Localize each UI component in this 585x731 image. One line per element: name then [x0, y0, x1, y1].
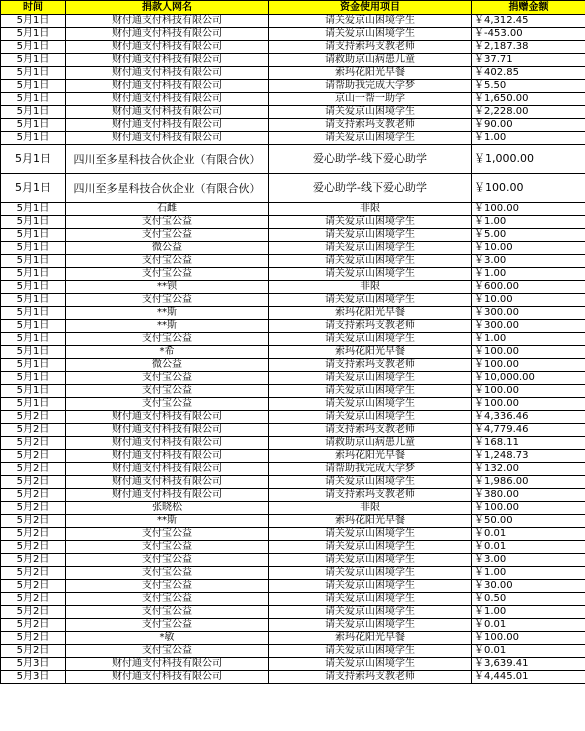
- cell-date: 5月1日: [1, 333, 66, 346]
- table-row: [1, 15, 585, 28]
- cell-date: 5月1日: [1, 54, 66, 67]
- cell-donor: 支付宝公益: [66, 333, 269, 346]
- cell-amount: ￥10,000.00: [472, 372, 585, 385]
- cell-amount: ￥1,000.00: [472, 145, 585, 174]
- cell-date: 5月1日: [1, 216, 66, 229]
- cell-date: 5月2日: [1, 632, 66, 645]
- table-row: [1, 132, 585, 145]
- table-row: [1, 437, 585, 450]
- table-row: [1, 541, 585, 554]
- cell-amount: ￥100.00: [472, 502, 585, 515]
- cell-amount: ￥50.00: [472, 515, 585, 528]
- table-row: [1, 216, 585, 229]
- cell-amount: ￥100.00: [472, 632, 585, 645]
- cell-amount: ￥2,187.38: [472, 41, 585, 54]
- cell-amount: ￥5.00: [472, 229, 585, 242]
- table-row: [1, 567, 585, 580]
- cell-project: 请关爱京山困境学生: [269, 242, 472, 255]
- table-row: [1, 580, 585, 593]
- cell-project: 请关爱京山困境学生: [269, 541, 472, 554]
- cell-donor: 支付宝公益: [66, 567, 269, 580]
- table-row: [1, 528, 585, 541]
- header-date: 时间: [1, 1, 66, 15]
- cell-donor: 微公益: [66, 359, 269, 372]
- cell-project: 请关爱京山困境学生: [269, 398, 472, 411]
- cell-project: 请关爱京山困境学生: [269, 106, 472, 119]
- cell-project: 请关爱京山困境学生: [269, 216, 472, 229]
- cell-project: 请关爱京山困境学生: [269, 255, 472, 268]
- header-project: 资金使用项目: [269, 1, 472, 15]
- table-row: [1, 174, 585, 203]
- cell-project: 请关爱京山困境学生: [269, 411, 472, 424]
- cell-project: 请支持索玛支教老师: [269, 359, 472, 372]
- cell-date: 5月1日: [1, 346, 66, 359]
- cell-date: 5月3日: [1, 658, 66, 671]
- cell-donor: 支付宝公益: [66, 229, 269, 242]
- cell-project: 请关爱京山困境学生: [269, 294, 472, 307]
- cell-project: 请支持索玛支教老师: [269, 671, 472, 684]
- cell-amount: ￥10.00: [472, 294, 585, 307]
- cell-amount: ￥0.01: [472, 541, 585, 554]
- cell-donor: 张晓松: [66, 502, 269, 515]
- cell-date: 5月2日: [1, 424, 66, 437]
- cell-project: 请支持索玛支教老师: [269, 320, 472, 333]
- table-row: [1, 41, 585, 54]
- cell-donor: 财付通支付科技有限公司: [66, 424, 269, 437]
- cell-date: 5月2日: [1, 463, 66, 476]
- cell-project: 请关爱京山困境学生: [269, 593, 472, 606]
- cell-amount: ￥600.00: [472, 281, 585, 294]
- table-row: [1, 632, 585, 645]
- cell-amount: ￥1.00: [472, 268, 585, 281]
- cell-donor: 支付宝公益: [66, 398, 269, 411]
- cell-date: 5月2日: [1, 554, 66, 567]
- cell-amount: ￥1.00: [472, 333, 585, 346]
- cell-amount: ￥4,779.46: [472, 424, 585, 437]
- cell-donor: 财付通支付科技有限公司: [66, 658, 269, 671]
- cell-project: 请支持索玛支教老师: [269, 119, 472, 132]
- cell-date: 5月2日: [1, 619, 66, 632]
- cell-amount: ￥300.00: [472, 307, 585, 320]
- cell-project: 请关爱京山困境学生: [269, 528, 472, 541]
- cell-project: 请关爱京山困境学生: [269, 619, 472, 632]
- header-donor: 捐款人网名: [66, 1, 269, 15]
- cell-donor: 支付宝公益: [66, 528, 269, 541]
- cell-date: 5月1日: [1, 307, 66, 320]
- table-row: [1, 515, 585, 528]
- table-row: [1, 229, 585, 242]
- cell-date: 5月1日: [1, 398, 66, 411]
- cell-date: 5月1日: [1, 93, 66, 106]
- cell-donor: 四川至多星科技合伙企业（有限合伙）: [66, 174, 269, 203]
- cell-donor: **斯: [66, 307, 269, 320]
- cell-donor: 支付宝公益: [66, 541, 269, 554]
- table-row: [1, 359, 585, 372]
- cell-project: 请关爱京山困境学生: [269, 268, 472, 281]
- cell-project: 索玛花阳光早餐: [269, 346, 472, 359]
- cell-date: 5月1日: [1, 229, 66, 242]
- cell-amount: ￥30.00: [472, 580, 585, 593]
- table-row: [1, 281, 585, 294]
- cell-project: 请救助京山病患儿童: [269, 54, 472, 67]
- cell-donor: 财付通支付科技有限公司: [66, 671, 269, 684]
- cell-amount: ￥1,986.00: [472, 476, 585, 489]
- table-row: [1, 80, 585, 93]
- cell-donor: 支付宝公益: [66, 294, 269, 307]
- cell-date: 5月1日: [1, 132, 66, 145]
- cell-amount: ￥37.71: [472, 54, 585, 67]
- cell-date: 5月1日: [1, 385, 66, 398]
- cell-project: 爱心助学-线下爱心助学: [269, 174, 472, 203]
- cell-date: 5月1日: [1, 242, 66, 255]
- table-row: [1, 145, 585, 174]
- cell-project: 请关爱京山困境学生: [269, 606, 472, 619]
- table-row: [1, 463, 585, 476]
- cell-donor: 支付宝公益: [66, 268, 269, 281]
- cell-project: 请关爱京山困境学生: [269, 333, 472, 346]
- cell-date: 5月1日: [1, 67, 66, 80]
- cell-amount: ￥300.00: [472, 320, 585, 333]
- cell-project: 请关爱京山困境学生: [269, 554, 472, 567]
- table-row: [1, 372, 585, 385]
- cell-date: 5月2日: [1, 593, 66, 606]
- cell-donor: 财付通支付科技有限公司: [66, 93, 269, 106]
- cell-date: 5月2日: [1, 645, 66, 658]
- cell-date: 5月1日: [1, 203, 66, 216]
- table-row: [1, 502, 585, 515]
- table-row: [1, 320, 585, 333]
- cell-amount: ￥100.00: [472, 346, 585, 359]
- cell-date: 5月1日: [1, 119, 66, 132]
- cell-date: 5月2日: [1, 515, 66, 528]
- cell-project: 请关爱京山困境学生: [269, 28, 472, 41]
- cell-project: 请支持索玛支教老师: [269, 41, 472, 54]
- cell-project: 请支持索玛支教老师: [269, 424, 472, 437]
- cell-donor: 财付通支付科技有限公司: [66, 106, 269, 119]
- cell-donor: 财付通支付科技有限公司: [66, 132, 269, 145]
- cell-project: 索玛花阳光早餐: [269, 450, 472, 463]
- cell-donor: 支付宝公益: [66, 216, 269, 229]
- cell-project: 请关爱京山困境学生: [269, 645, 472, 658]
- cell-donor: 支付宝公益: [66, 554, 269, 567]
- table-row: [1, 106, 585, 119]
- cell-amount: ￥100.00: [472, 174, 585, 203]
- cell-date: 5月3日: [1, 671, 66, 684]
- cell-donor: 财付通支付科技有限公司: [66, 437, 269, 450]
- cell-donor: 财付通支付科技有限公司: [66, 67, 269, 80]
- cell-project: 请关爱京山困境学生: [269, 580, 472, 593]
- cell-project: 非限: [269, 203, 472, 216]
- cell-amount: ￥380.00: [472, 489, 585, 502]
- cell-project: 索玛花阳光早餐: [269, 67, 472, 80]
- cell-amount: ￥1.00: [472, 216, 585, 229]
- cell-donor: 石雌: [66, 203, 269, 216]
- cell-project: 请帮助我完成大学梦: [269, 80, 472, 93]
- cell-project: 非限: [269, 502, 472, 515]
- cell-amount: ￥4,445.01: [472, 671, 585, 684]
- table-row: [1, 411, 585, 424]
- table-row: [1, 593, 585, 606]
- cell-donor: 支付宝公益: [66, 619, 269, 632]
- cell-date: 5月2日: [1, 450, 66, 463]
- cell-date: 5月1日: [1, 15, 66, 28]
- cell-project: 请支持索玛支教老师: [269, 489, 472, 502]
- cell-donor: 财付通支付科技有限公司: [66, 450, 269, 463]
- cell-donor: 支付宝公益: [66, 255, 269, 268]
- cell-date: 5月1日: [1, 294, 66, 307]
- cell-project: 请救助京山病患儿童: [269, 437, 472, 450]
- cell-date: 5月2日: [1, 476, 66, 489]
- cell-amount: ￥3.00: [472, 255, 585, 268]
- cell-donor: 支付宝公益: [66, 372, 269, 385]
- cell-amount: ￥10.00: [472, 242, 585, 255]
- cell-date: 5月2日: [1, 437, 66, 450]
- cell-amount: ￥100.00: [472, 203, 585, 216]
- cell-project: 请关爱京山困境学生: [269, 372, 472, 385]
- cell-amount: ￥3.00: [472, 554, 585, 567]
- cell-project: 请关爱京山困境学生: [269, 476, 472, 489]
- cell-donor: 支付宝公益: [66, 645, 269, 658]
- table-row: [1, 645, 585, 658]
- cell-amount: ￥1.00: [472, 132, 585, 145]
- cell-date: 5月1日: [1, 106, 66, 119]
- cell-date: 5月1日: [1, 320, 66, 333]
- cell-date: 5月1日: [1, 174, 66, 203]
- table-body: [1, 15, 585, 684]
- cell-amount: ￥3,639.41: [472, 658, 585, 671]
- table-row: [1, 424, 585, 437]
- cell-project: 非限: [269, 281, 472, 294]
- cell-amount: ￥4,336.46: [472, 411, 585, 424]
- cell-project: 京山一帮一助学: [269, 93, 472, 106]
- header-amount: 捐赠金额: [472, 1, 585, 15]
- cell-donor: **钡: [66, 281, 269, 294]
- cell-date: 5月1日: [1, 80, 66, 93]
- cell-date: 5月2日: [1, 580, 66, 593]
- cell-amount: ￥402.85: [472, 67, 585, 80]
- cell-project: 索玛花阳光早餐: [269, 632, 472, 645]
- cell-amount: ￥1,248.73: [472, 450, 585, 463]
- cell-project: 请关爱京山困境学生: [269, 15, 472, 28]
- cell-date: 5月2日: [1, 541, 66, 554]
- cell-amount: ￥100.00: [472, 398, 585, 411]
- table-row: [1, 554, 585, 567]
- cell-project: 索玛花阳光早餐: [269, 307, 472, 320]
- cell-donor: **斯: [66, 515, 269, 528]
- cell-amount: ￥1.00: [472, 606, 585, 619]
- cell-donor: 财付通支付科技有限公司: [66, 119, 269, 132]
- cell-date: 5月2日: [1, 489, 66, 502]
- cell-donor: 财付通支付科技有限公司: [66, 54, 269, 67]
- cell-donor: **斯: [66, 320, 269, 333]
- cell-project: 请关爱京山困境学生: [269, 658, 472, 671]
- table-row: [1, 489, 585, 502]
- table-row: [1, 54, 585, 67]
- cell-donor: 财付通支付科技有限公司: [66, 80, 269, 93]
- table-row: [1, 333, 585, 346]
- table-row: [1, 28, 585, 41]
- cell-donor: 支付宝公益: [66, 385, 269, 398]
- cell-date: 5月1日: [1, 145, 66, 174]
- table-row: [1, 671, 585, 684]
- table-row: [1, 255, 585, 268]
- table-row: [1, 346, 585, 359]
- cell-amount: ￥0.01: [472, 619, 585, 632]
- cell-donor: 四川至多星科技合伙企业（有限合伙）: [66, 145, 269, 174]
- table-row: [1, 385, 585, 398]
- cell-date: 5月1日: [1, 281, 66, 294]
- cell-date: 5月2日: [1, 411, 66, 424]
- table-row: [1, 294, 585, 307]
- cell-donor: 财付通支付科技有限公司: [66, 28, 269, 41]
- cell-date: 5月2日: [1, 528, 66, 541]
- cell-date: 5月1日: [1, 28, 66, 41]
- table-row: [1, 619, 585, 632]
- cell-project: 爱心助学-线下爱心助学: [269, 145, 472, 174]
- cell-amount: ￥0.01: [472, 528, 585, 541]
- table-row: [1, 398, 585, 411]
- cell-donor: 财付通支付科技有限公司: [66, 476, 269, 489]
- table-row: [1, 268, 585, 281]
- cell-date: 5月1日: [1, 359, 66, 372]
- cell-donor: 支付宝公益: [66, 580, 269, 593]
- cell-amount: ￥-453.00: [472, 28, 585, 41]
- table-row: [1, 67, 585, 80]
- cell-date: 5月2日: [1, 567, 66, 580]
- cell-project: 请关爱京山困境学生: [269, 567, 472, 580]
- cell-donor: 财付通支付科技有限公司: [66, 463, 269, 476]
- table-row: [1, 476, 585, 489]
- cell-amount: ￥1,650.00: [472, 93, 585, 106]
- table-row: [1, 307, 585, 320]
- table-row: [1, 658, 585, 671]
- cell-amount: ￥2,228.00: [472, 106, 585, 119]
- cell-amount: ￥1.00: [472, 567, 585, 580]
- cell-amount: ￥100.00: [472, 385, 585, 398]
- cell-amount: ￥5.50: [472, 80, 585, 93]
- cell-date: 5月1日: [1, 372, 66, 385]
- table-row: [1, 93, 585, 106]
- cell-amount: ￥90.00: [472, 119, 585, 132]
- cell-amount: ￥0.01: [472, 645, 585, 658]
- cell-amount: ￥0.50: [472, 593, 585, 606]
- table-row: [1, 119, 585, 132]
- cell-project: 请关爱京山困境学生: [269, 385, 472, 398]
- cell-date: 5月2日: [1, 502, 66, 515]
- cell-donor: 支付宝公益: [66, 593, 269, 606]
- cell-date: 5月1日: [1, 268, 66, 281]
- cell-amount: ￥4,312.45: [472, 15, 585, 28]
- cell-date: 5月1日: [1, 255, 66, 268]
- table-row: [1, 606, 585, 619]
- cell-project: 请关爱京山困境学生: [269, 229, 472, 242]
- cell-donor: *希: [66, 346, 269, 359]
- cell-amount: ￥132.00: [472, 463, 585, 476]
- table-row: [1, 203, 585, 216]
- cell-donor: 财付通支付科技有限公司: [66, 411, 269, 424]
- cell-date: 5月2日: [1, 606, 66, 619]
- cell-donor: *敏: [66, 632, 269, 645]
- cell-donor: 支付宝公益: [66, 606, 269, 619]
- cell-donor: 财付通支付科技有限公司: [66, 15, 269, 28]
- cell-project: 请帮助我完成大学梦: [269, 463, 472, 476]
- table-row: [1, 242, 585, 255]
- cell-project: 请关爱京山困境学生: [269, 132, 472, 145]
- cell-donor: 微公益: [66, 242, 269, 255]
- table-row: [1, 450, 585, 463]
- cell-amount: ￥100.00: [472, 359, 585, 372]
- header-row: [1, 1, 585, 15]
- cell-project: 索玛花阳光早餐: [269, 515, 472, 528]
- cell-donor: 财付通支付科技有限公司: [66, 489, 269, 502]
- cell-date: 5月1日: [1, 41, 66, 54]
- cell-donor: 财付通支付科技有限公司: [66, 41, 269, 54]
- cell-amount: ￥168.11: [472, 437, 585, 450]
